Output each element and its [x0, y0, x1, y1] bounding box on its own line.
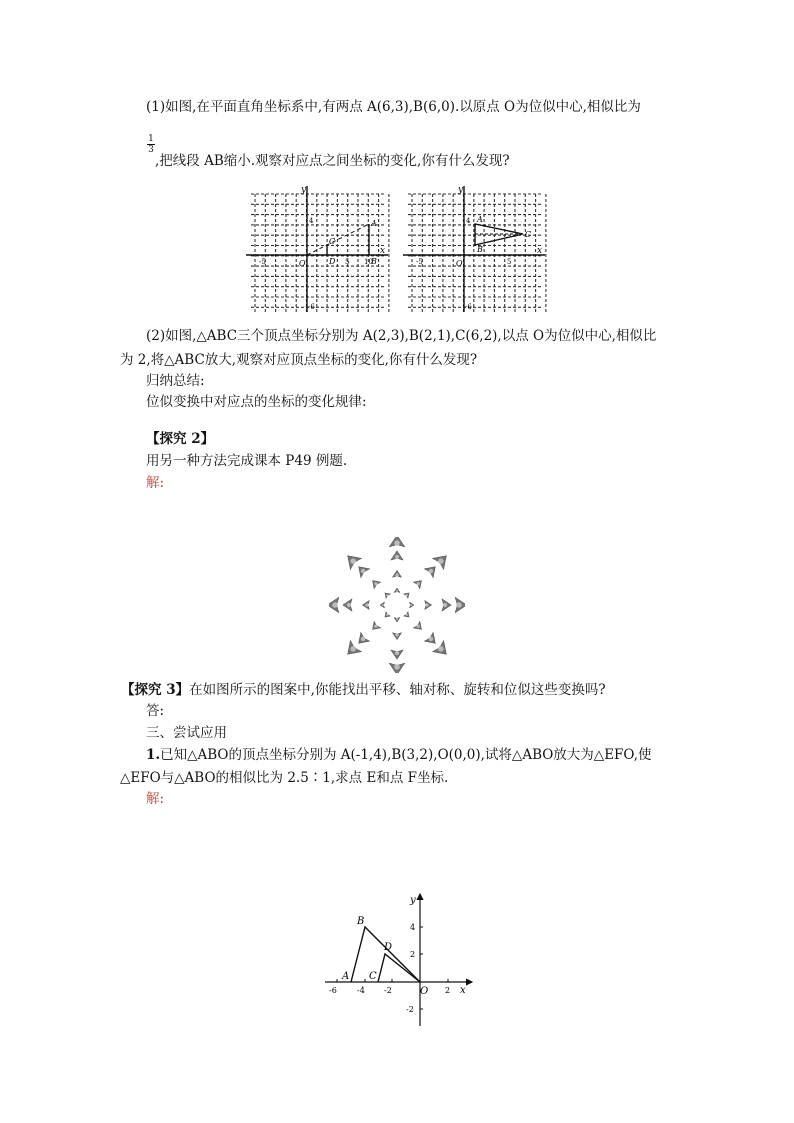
- pattern-dot: [438, 558, 443, 563]
- fraction-denominator: 3: [148, 145, 154, 155]
- y-tick-label: 4: [410, 923, 416, 932]
- pattern-dot: [386, 614, 388, 616]
- y-tick-label: 2: [410, 950, 416, 959]
- axis-label-x: x: [380, 246, 386, 256]
- coordinate-figure: [320, 890, 480, 1030]
- section-3-heading: 三、尝试应用: [146, 725, 227, 741]
- point-label-c: C: [525, 230, 532, 239]
- tick-label: -5: [416, 258, 423, 266]
- answer-label-3: 解:: [146, 791, 165, 807]
- explore-2-title: 【探究 2】: [146, 431, 215, 447]
- answer-label-1: 解:: [146, 475, 165, 491]
- tick-label: 4: [309, 217, 314, 225]
- point-label-d: D: [329, 257, 336, 266]
- pattern-dot: [374, 582, 377, 585]
- tick-label: -6: [308, 303, 315, 311]
- point-label-a: A: [371, 219, 377, 228]
- x-tick-label: -4: [357, 986, 365, 995]
- pattern-dot: [396, 590, 398, 592]
- explore-3-line: [121, 681, 606, 699]
- summary-label: 归纳总结:: [146, 373, 205, 389]
- explore-3-title: 【探究 3】: [121, 682, 190, 698]
- pattern-dot: [417, 625, 420, 628]
- problem-2-line-1: (2)如图,△ABC三个顶点坐标分别为 A(2,3),B(2,1),C(6,2),以点 O为位似中心,相似比: [146, 328, 657, 344]
- axis-label-x: x: [460, 985, 466, 996]
- point-label-c: C: [369, 971, 377, 982]
- tick-label: 4: [466, 217, 471, 225]
- point-label-b: B: [357, 916, 365, 927]
- fraction-numerator: 1: [148, 134, 154, 144]
- question-1-line-2: △EFO与△ABO的相似比为 2.5∶1,求点 E和点 F坐标.: [120, 770, 449, 786]
- tick-label: 10: [364, 258, 373, 266]
- axis-label-y: y: [458, 185, 464, 195]
- axis-label-y: y: [410, 895, 416, 906]
- pattern-dot: [456, 602, 461, 607]
- pattern-dot: [350, 646, 355, 651]
- tick-label: -6: [465, 303, 472, 311]
- y-tick-label: -2: [406, 1005, 414, 1014]
- x-tick-label: -2: [384, 986, 392, 995]
- origin-label: O: [299, 259, 306, 268]
- point-label-a: A: [477, 215, 483, 224]
- point-label-d: D: [384, 942, 393, 953]
- axis-label-y: y: [301, 185, 307, 195]
- tick-label: -5: [259, 258, 266, 266]
- question-1-text-1: 已知△ABO的顶点坐标分别为 A(-1,4),B(3,2),O(0,0),试将△ABO放大为△EFO,使: [160, 747, 652, 763]
- problem-2-line-2: 为 2,将△ABC放大,观察对应顶点坐标的变化,你有什么发现?: [120, 352, 478, 368]
- grid-lines: [251, 194, 389, 312]
- rule-label: 位似变换中对应点的坐标的变化规律:: [146, 394, 367, 410]
- pattern-dot: [417, 582, 420, 585]
- pattern-dot: [395, 651, 399, 655]
- explore-2-text: 用另一种方法完成课本 P49 例题.: [146, 453, 348, 469]
- x-tick-label: -6: [329, 986, 337, 995]
- grid-figure-1: [246, 184, 391, 314]
- snowflake-pattern-image: [329, 537, 465, 673]
- pattern-dot: [406, 594, 408, 596]
- fraction-one-third: [147, 134, 155, 155]
- grid-figure-2: [403, 184, 548, 314]
- pattern-dot: [429, 637, 433, 641]
- question-1-line-1: [146, 746, 651, 764]
- point-label-a: A: [342, 971, 350, 982]
- tick-label: 5: [507, 258, 512, 266]
- pattern-dot: [374, 625, 377, 628]
- pattern-dot: [425, 603, 428, 606]
- axis-label-x: x: [537, 246, 543, 256]
- pattern-dot: [443, 603, 447, 607]
- pattern-dot: [361, 569, 365, 573]
- origin-label: O: [420, 986, 429, 997]
- point-label-c: C: [329, 237, 336, 246]
- pattern-motifs: [329, 537, 465, 673]
- pattern-dot: [365, 603, 368, 606]
- pattern-dot: [382, 604, 384, 606]
- pattern-dot: [429, 569, 433, 573]
- pattern-dot: [410, 604, 412, 606]
- pattern-dot: [394, 540, 399, 545]
- pattern-dot: [395, 573, 398, 576]
- x-tick-label: 2: [445, 986, 451, 995]
- pattern-dot: [386, 594, 388, 596]
- problem-1-line-2: ,把线段 AB缩小.观察对应点之间坐标的变化,你有什么发现?: [155, 153, 510, 169]
- tick-label: 5: [345, 258, 350, 266]
- answer-label-2: 答:: [146, 703, 165, 719]
- pattern-dot: [395, 633, 398, 636]
- point-label-b: B: [477, 245, 483, 254]
- pattern-dot: [350, 558, 355, 563]
- pattern-dot: [347, 603, 351, 607]
- pattern-dot: [406, 614, 408, 616]
- pattern-dot: [332, 602, 337, 607]
- question-number: 1.: [146, 747, 161, 763]
- point-label-b: B: [371, 257, 377, 266]
- explore-3-text: 在如图所示的图案中,你能找出平移、轴对称、旋转和位似这些变换吗?: [189, 682, 606, 698]
- pattern-dot: [394, 664, 399, 669]
- pattern-dot: [396, 618, 398, 620]
- origin-label: O: [456, 259, 463, 268]
- pattern-dot: [395, 555, 399, 559]
- pattern-dot: [438, 646, 443, 651]
- pattern-dot: [361, 637, 365, 641]
- problem-1-line-1: (1)如图,在平面直角坐标系中,有两点 A(6,3),B(6,0).以原点 O为位似中心,相似比为: [146, 99, 641, 115]
